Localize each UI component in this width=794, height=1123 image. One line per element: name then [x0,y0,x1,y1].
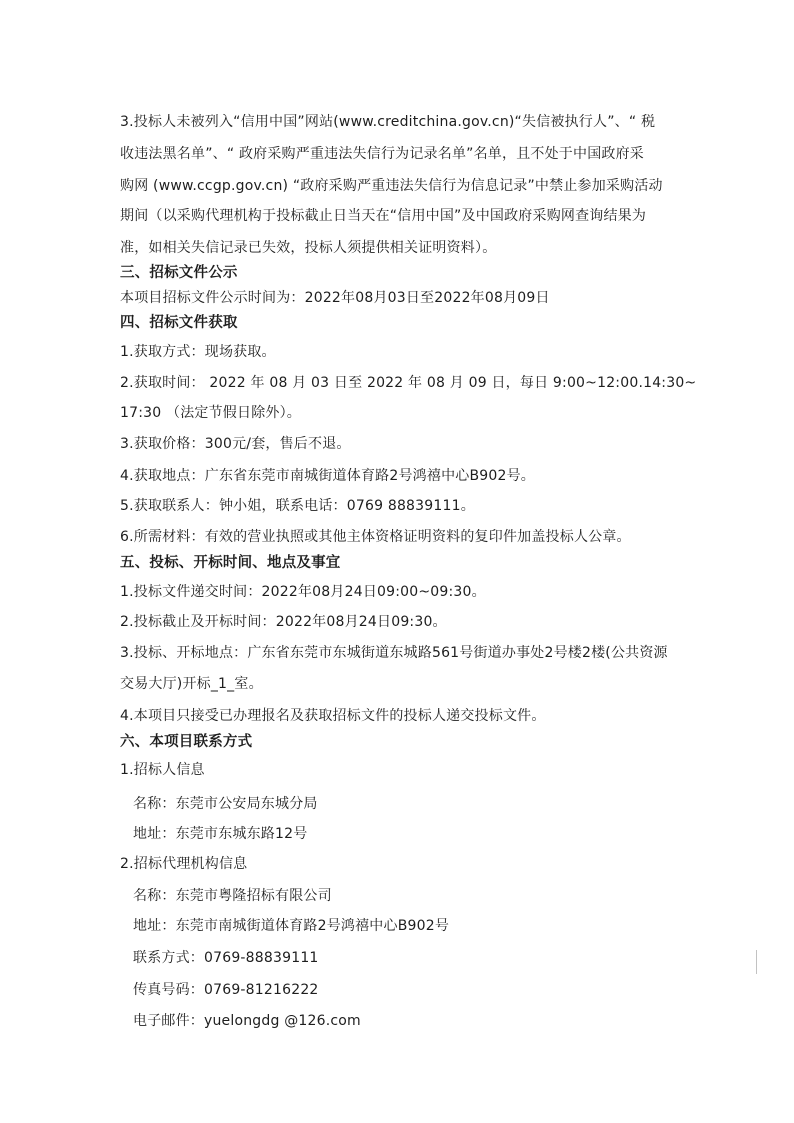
text-line: 2.投标截止及开标时间：2022年08月24日09:30。 [120,614,447,630]
text-line: 期间（以采购代理机构于投标截止日当天在“信用中国”及中国政府采购网查询结果为 [120,208,647,224]
text-line: 3.投标、开标地点：广东省东莞市东城街道东城路561号街道办事处2号楼2楼(公共资源 [120,645,668,661]
section-heading: 三、招标文件公示 [120,265,238,281]
text-line: 地址：东莞市东城东路12号 [133,826,308,842]
text-line: 本项目招标文件公示时间为：2022年08月03日至2022年08月09日 [120,290,550,306]
text-line: 5.获取联系人：钟小姐，联系电话：0769 88839111。 [120,498,475,514]
text-line: 1.招标人信息 [120,762,205,778]
text-line: 传真号码：0769-81216222 [133,982,319,998]
section-heading: 五、投标、开标时间、地点及事宜 [120,555,341,571]
text-line: 电子邮件：yuelongdg @126.com [133,1013,361,1029]
text-line: 1.投标文件递交时间：2022年08月24日09:00~09:30。 [120,584,486,600]
text-line: 4.获取地点：广东省东莞市南城街道体育路2号鸿禧中心B902号。 [120,468,535,484]
text-line: 名称：东莞市公安局东城分局 [133,796,318,812]
text-line: 3.获取价格：300元/套，售后不退。 [120,436,351,452]
text-line: 名称：东莞市粤隆招标有限公司 [133,888,332,904]
text-line: 收违法黑名单”、“ 政府采购严重违法失信行为记录名单”名单，且不处于中国政府采 [120,146,645,162]
text-line: 联系方式：0769-88839111 [133,950,319,966]
text-line: 交易大厅)开标_1_室。 [120,676,263,692]
text-line: 2.获取时间： 2022 年 08 月 03 日至 2022 年 08 月 09 日，每日 9:00~12:00.14:30~ [120,375,697,391]
text-line: 6.所需材料：有效的营业执照或其他主体资格证明资料的复印件加盖投标人公章。 [120,529,631,545]
text-line: 2.招标代理机构信息 [120,856,248,872]
text-line: 17:30 （法定节假日除外）。 [120,405,301,421]
text-line: 购网 (www.ccgp.gov.cn) “政府采购严重违法失信行为信息记录”中禁止参加采购活动 [120,178,663,194]
text-line: 3.投标人未被列入“信用中国”网站(www.creditchina.gov.cn)“失信被执行人”、“ 税 [120,114,656,130]
scan-mark [756,950,757,974]
section-heading: 四、招标文件获取 [120,315,238,331]
section-heading: 六、本项目联系方式 [120,734,253,750]
text-line: 地址：东莞市南城街道体育路2号鸿禧中心B902号 [133,918,450,934]
text-line: 4.本项目只接受已办理报名及获取招标文件的投标人递交投标文件。 [120,708,546,724]
text-line: 准，如相关失信记录已失效，投标人须提供相关证明资料）。 [120,240,497,256]
text-line: 1.获取方式：现场获取。 [120,344,276,360]
